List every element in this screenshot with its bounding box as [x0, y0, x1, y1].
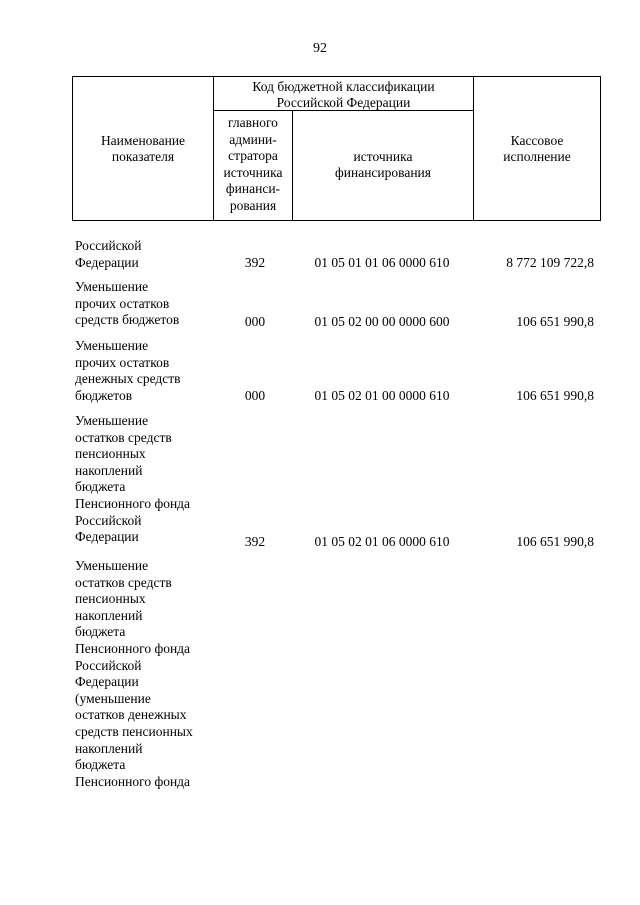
row-name-line: Федерации [75, 529, 139, 545]
header-admin-label [214, 115, 292, 214]
header-execution-label [474, 133, 600, 165]
row-name-line: пенсионных [75, 446, 146, 462]
row-name-line: (уменьшение [75, 690, 151, 706]
row-name-line: Федерации [75, 254, 139, 270]
row-name [75, 238, 220, 271]
row-source-code: 01 05 02 01 00 0000 610 [314, 388, 450, 403]
row-source-code: 01 05 02 01 06 0000 610 [314, 534, 450, 549]
row-amount: 106 651 990,8 [516, 314, 594, 329]
row-name-line: Уменьшение [75, 558, 149, 573]
row-name-line: Пенсионного фонда [75, 640, 191, 656]
row-amount: 8 772 109 722,8 [506, 255, 594, 270]
row-name-line: Уменьшение [75, 338, 149, 353]
row-admin-code: 392 [244, 255, 266, 270]
row-name-line: бюджета [75, 479, 126, 495]
row-name-line: бюджета [75, 624, 126, 640]
row-name-line: Пенсионного фонда [75, 773, 191, 789]
header-admin-line: финанси- [225, 181, 281, 196]
row-name-line: средств бюджетов [75, 312, 180, 328]
header-source-label [293, 149, 473, 181]
row-name-line: остатков средств [75, 574, 172, 590]
header-code-line: Код бюджетной классификации [252, 79, 435, 94]
row-name-line: прочих остатков [75, 295, 170, 311]
row-source-code: 01 05 02 00 00 0000 600 [314, 314, 450, 329]
header-name-label [74, 133, 212, 165]
row-name-line: прочих остатков [75, 354, 170, 370]
row-name [75, 338, 220, 404]
row-source-code: 01 05 01 01 06 0000 610 [314, 255, 450, 270]
header-admin-line: источника [223, 164, 283, 180]
row-name-line: Уменьшение [75, 279, 149, 294]
row-name-line: Пенсионного фонда [75, 495, 191, 511]
row-amount: 106 651 990,8 [516, 388, 594, 403]
row-name-line: средств пенсионных [75, 723, 193, 739]
row-admin-code: 392 [244, 534, 266, 549]
row-admin-code: 000 [244, 388, 266, 403]
row-name-line: бюджетов [75, 387, 133, 403]
row-name-line: остатков средств [75, 429, 172, 445]
header-admin-line: рования [229, 197, 277, 213]
row-name-line: Федерации [75, 674, 139, 690]
header-code-line: Российской Федерации [276, 95, 411, 110]
row-name-line: Российской [75, 657, 142, 673]
row-name-line: Российской [75, 512, 142, 528]
header-name-line: Наименование [100, 133, 186, 148]
header-name-line: показателя [111, 149, 175, 164]
header-admin-line: админи- [229, 131, 277, 147]
page-number: 92 [313, 41, 327, 56]
header-admin-line: стратора [228, 148, 278, 163]
row-name-line: денежных средств [75, 371, 181, 387]
row-name [75, 558, 220, 790]
row-admin-code: 000 [244, 314, 266, 329]
header-admin-line: главного [228, 115, 278, 130]
header-execution-line: исполнение [503, 149, 571, 164]
row-name [75, 413, 220, 546]
header-code-group-label [214, 79, 473, 111]
header-source-line: источника [353, 149, 413, 164]
row-name [75, 279, 220, 329]
row-name-line: остатков денежных [75, 707, 187, 723]
row-name-line: Российской [75, 238, 142, 253]
row-name-line: Уменьшение [75, 413, 149, 428]
row-name-line: накоплений [75, 740, 143, 756]
row-name-line: бюджета [75, 757, 126, 773]
row-amount: 106 651 990,8 [516, 534, 594, 549]
row-name-line: пенсионных [75, 591, 146, 607]
header-execution-line: Кассовое [510, 133, 564, 148]
row-name-line: накоплений [75, 607, 143, 623]
row-name-line: накоплений [75, 462, 143, 478]
header-source-line: финансирования [335, 165, 431, 180]
